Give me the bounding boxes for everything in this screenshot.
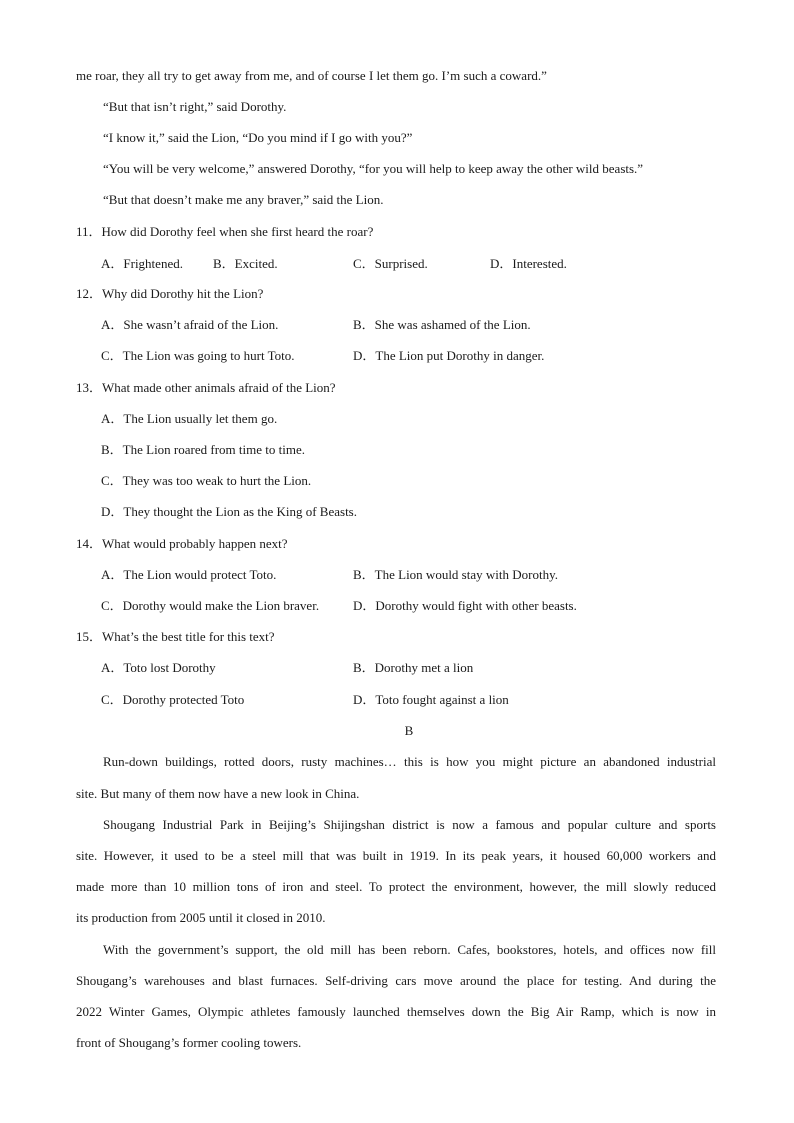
answer-option: C．Surprised. <box>353 256 428 271</box>
answer-option: A．The Lion would protect Toto. <box>101 567 277 582</box>
answer-option: B．The Lion roared from time to time. <box>101 442 305 457</box>
question-stem: 13．What made other animals afraid of the Lion? <box>76 380 336 395</box>
answer-option: C．Dorothy would make the Lion braver. <box>101 598 320 613</box>
passage-line: Shougang’s warehouses and blast furnaces. Self-driving cars move around the place for testing. And during the <box>76 973 716 988</box>
passage-line: Run-down buildings, rotted doors, rusty machines… this is how you might picture an abandoned industrial <box>103 754 716 769</box>
answer-option: C．The Lion was going to hurt Toto. <box>101 348 295 363</box>
answer-option: A．The Lion usually let them go. <box>101 411 278 426</box>
question-stem: 11．How did Dorothy feel when she first heard the roar? <box>76 224 374 239</box>
story-line: “But that doesn’t make me any braver,” said the Lion. <box>103 192 384 207</box>
question-stem: 12．Why did Dorothy hit the Lion? <box>76 286 264 301</box>
answer-option: A．She wasn’t afraid of the Lion. <box>101 317 279 332</box>
answer-option: C．Dorothy protected Toto <box>101 692 245 707</box>
story-line: “But that isn’t right,” said Dorothy. <box>103 99 287 114</box>
answer-option: B．She was ashamed of the Lion. <box>353 317 531 332</box>
passage-line: Shougang Industrial Park in Beijing’s Shijingshan district is now a famous and popular culture and sports <box>103 817 716 832</box>
section-label: B <box>404 723 414 738</box>
answer-option: B．Excited. <box>213 256 278 271</box>
answer-option: D．They thought the Lion as the King of Beasts. <box>101 504 357 519</box>
answer-option: A．Toto lost Dorothy <box>101 660 216 675</box>
passage-line: front of Shougang’s former cooling towers. <box>76 1035 302 1050</box>
story-line: me roar, they all try to get away from me, and of course I let them go. I’m such a coward.” <box>76 68 547 83</box>
answer-option: C．They was too weak to hurt the Lion. <box>101 473 312 488</box>
answer-option: B．The Lion would stay with Dorothy. <box>353 567 558 582</box>
answer-option: D．The Lion put Dorothy in danger. <box>353 348 545 363</box>
passage-line: its production from 2005 until it closed in 2010. <box>76 910 326 925</box>
question-stem: 14．What would probably happen next? <box>76 536 288 551</box>
passage-line: made more than 10 million tons of iron and steel. To protect the environment, however, the mill slowly reduced <box>76 879 716 894</box>
story-line: “I know it,” said the Lion, “Do you mind if I go with you?” <box>103 130 413 145</box>
answer-option: B．Dorothy met a lion <box>353 660 474 675</box>
question-stem: 15．What’s the best title for this text? <box>76 629 275 644</box>
passage-line: 2022 Winter Games, Olympic athletes famously launched themselves down the Big Air Ramp, which is now in <box>76 1004 716 1019</box>
story-line: “You will be very welcome,” answered Dorothy, “for you will help to keep away the other wild beasts.” <box>103 161 644 176</box>
answer-option: A．Frightened. <box>101 256 183 271</box>
answer-option: D．Dorothy would fight with other beasts. <box>353 598 577 613</box>
passage-line: With the government’s support, the old mill has been reborn. Cafes, bookstores, hotels, and offices now fill <box>103 942 716 957</box>
answer-option: D．Interested. <box>490 256 567 271</box>
passage-line: site. But many of them now have a new look in China. <box>76 786 360 801</box>
passage-line: site. However, it used to be a steel mill that was built in 1919. In its peak years, it housed 60,000 workers and <box>76 848 716 863</box>
answer-option: D．Toto fought against a lion <box>353 692 509 707</box>
